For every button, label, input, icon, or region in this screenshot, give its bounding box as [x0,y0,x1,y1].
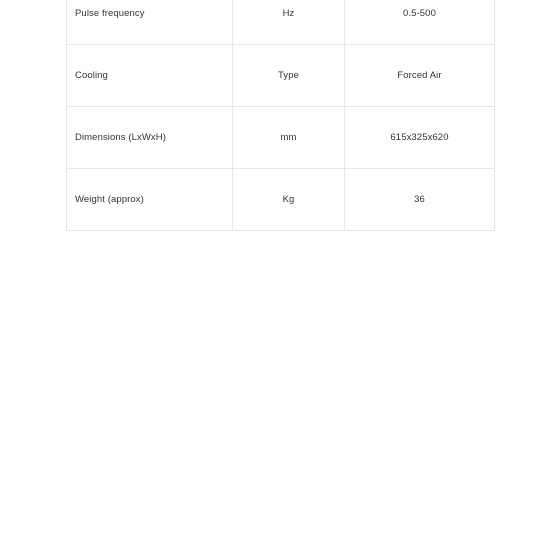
parameter-cell: Dimensions (LxWxH) [67,107,233,169]
specifications-table [66,0,495,231]
value-cell: 0.5-500 [345,0,495,45]
parameter-cell: Cooling [67,45,233,107]
unit-cell: Type [233,45,345,107]
parameter-cell: Weight (approx) [67,169,233,231]
value-cell: Forced Air [345,45,495,107]
parameter-cell: Pulse frequency [67,0,233,45]
unit-cell: mm [233,107,345,169]
table-row [67,107,495,169]
table-row [67,0,495,45]
value-cell: 36 [345,169,495,231]
unit-cell: Kg [233,169,345,231]
value-cell: 615x325x620 [345,107,495,169]
table-row [67,169,495,231]
table-row [67,45,495,107]
unit-cell: Hz [233,0,345,45]
